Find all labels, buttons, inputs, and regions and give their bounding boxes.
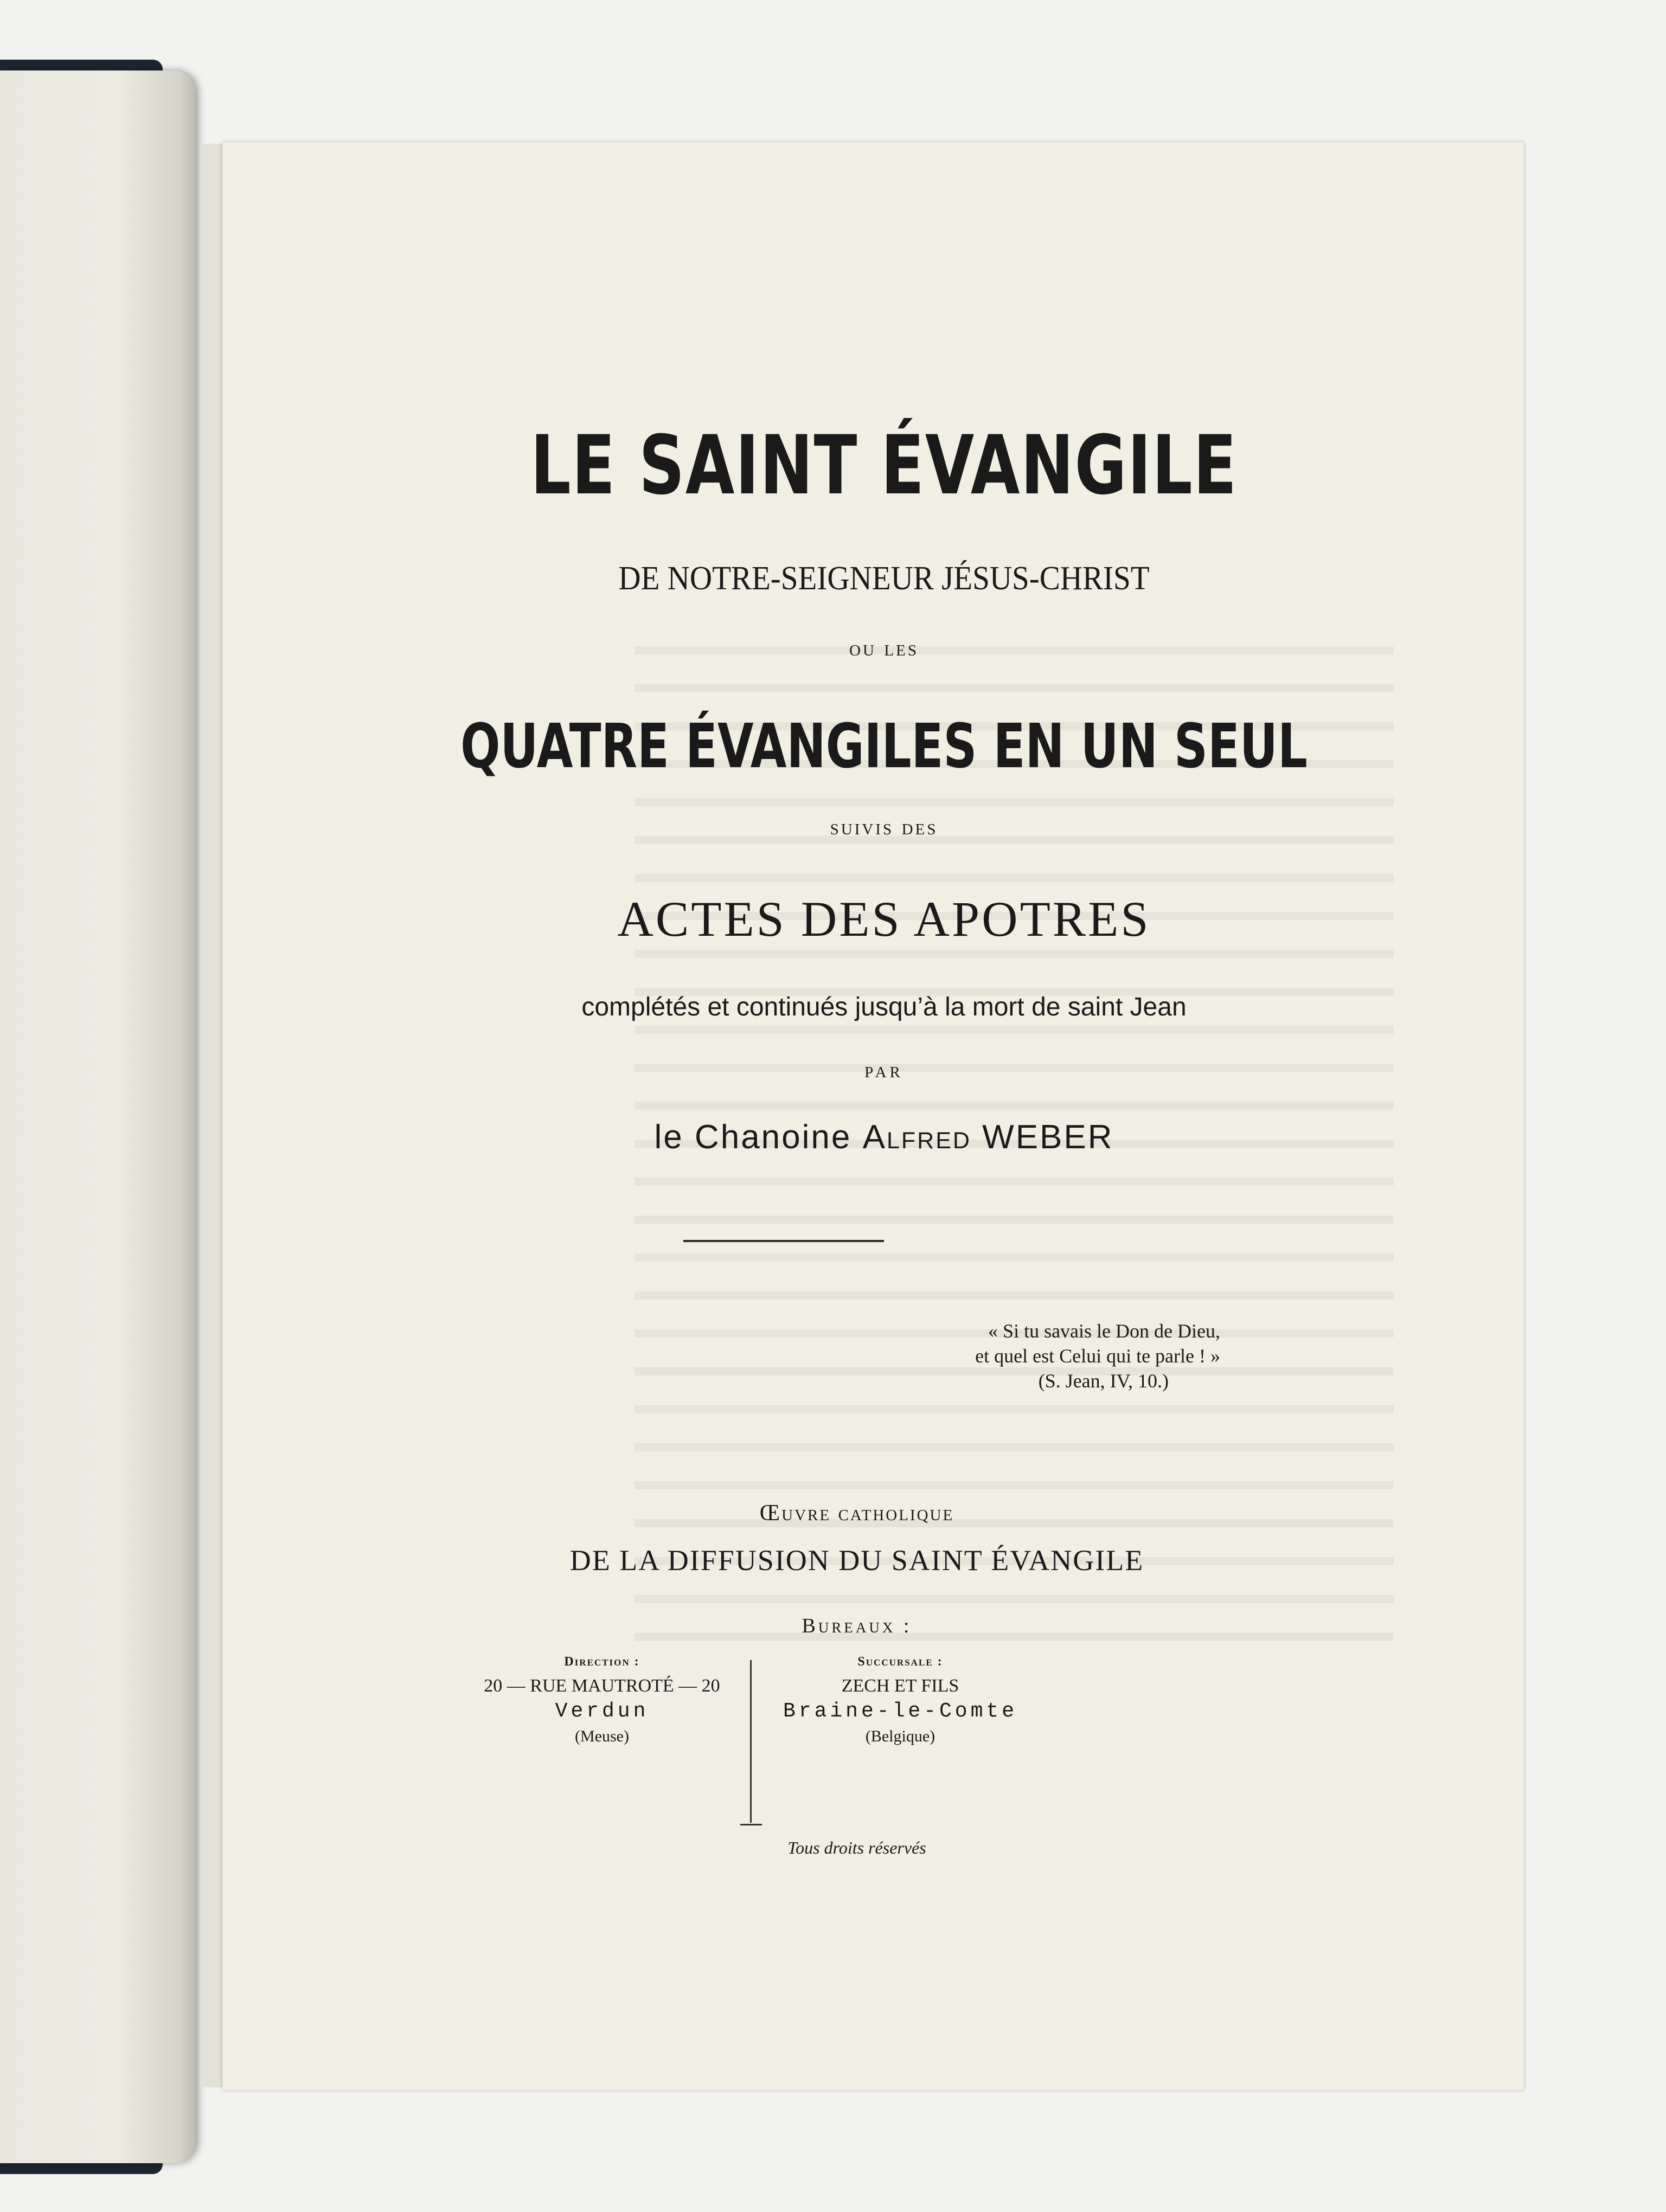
succursale-city: Braine-le-Comte [783,1700,1018,1723]
direction-region: (Meuse) [575,1727,629,1745]
author-surname: WEBER [982,1118,1114,1156]
book-subtitle: DE NOTRE-SEIGNEUR JÉSUS-CHRIST [618,560,1150,597]
succursale-heading: Succursale : [857,1655,943,1669]
succursale-block [765,1655,1036,1746]
connector-suivis-des: suivis des [830,815,938,840]
epigraph [732,1319,1220,1393]
publisher-line-1: Œuvre catholique [759,1501,954,1526]
left-page [0,70,195,2163]
book-description: complétés et continués jusqu’à la mort de saint Jean [581,993,1187,1021]
epigraph-line: et quel est Celui qui te parle ! » [975,1345,1220,1367]
author-prefix: le Chanoine [654,1118,852,1156]
book-title-tertiary: ACTES DES APOTRES [617,891,1151,947]
author-firstname: Alfred [862,1118,971,1156]
title-page [222,142,1524,2090]
connector-ou-les: ou les [849,636,919,661]
author-line [233,1118,1535,1156]
book-title-secondary: QUATRE ÉVANGILES EN UN SEUL [460,711,1308,782]
succursale-region: (Belgique) [865,1727,935,1745]
epigraph-citation: (S. Jean, IV, 10.) [1038,1370,1169,1392]
divider-rule [683,1240,884,1242]
succursale-name: ZECH ET FILS [841,1676,959,1696]
address-divider-cap [740,1824,762,1825]
direction-address: 20 — RUE MAUTROTÉ — 20 [484,1676,720,1696]
par-label: par [864,1058,904,1083]
page-edges [201,144,222,2087]
book-title: LE SAINT ÉVANGILE [530,419,1238,513]
direction-block [466,1655,738,1746]
direction-heading: Direction : [564,1655,640,1669]
direction-city: Verdun [555,1700,649,1723]
title-page-content [222,142,1524,2090]
bureaux-label: Bureaux : [802,1615,912,1637]
address-divider [750,1660,752,1823]
publisher-line-2: DE LA DIFFUSION DU SAINT ÉVANGILE [569,1544,1144,1577]
epigraph-line: « Si tu savais le Don de Dieu, [988,1320,1220,1342]
rights-notice: Tous droits réservés [787,1838,926,1857]
